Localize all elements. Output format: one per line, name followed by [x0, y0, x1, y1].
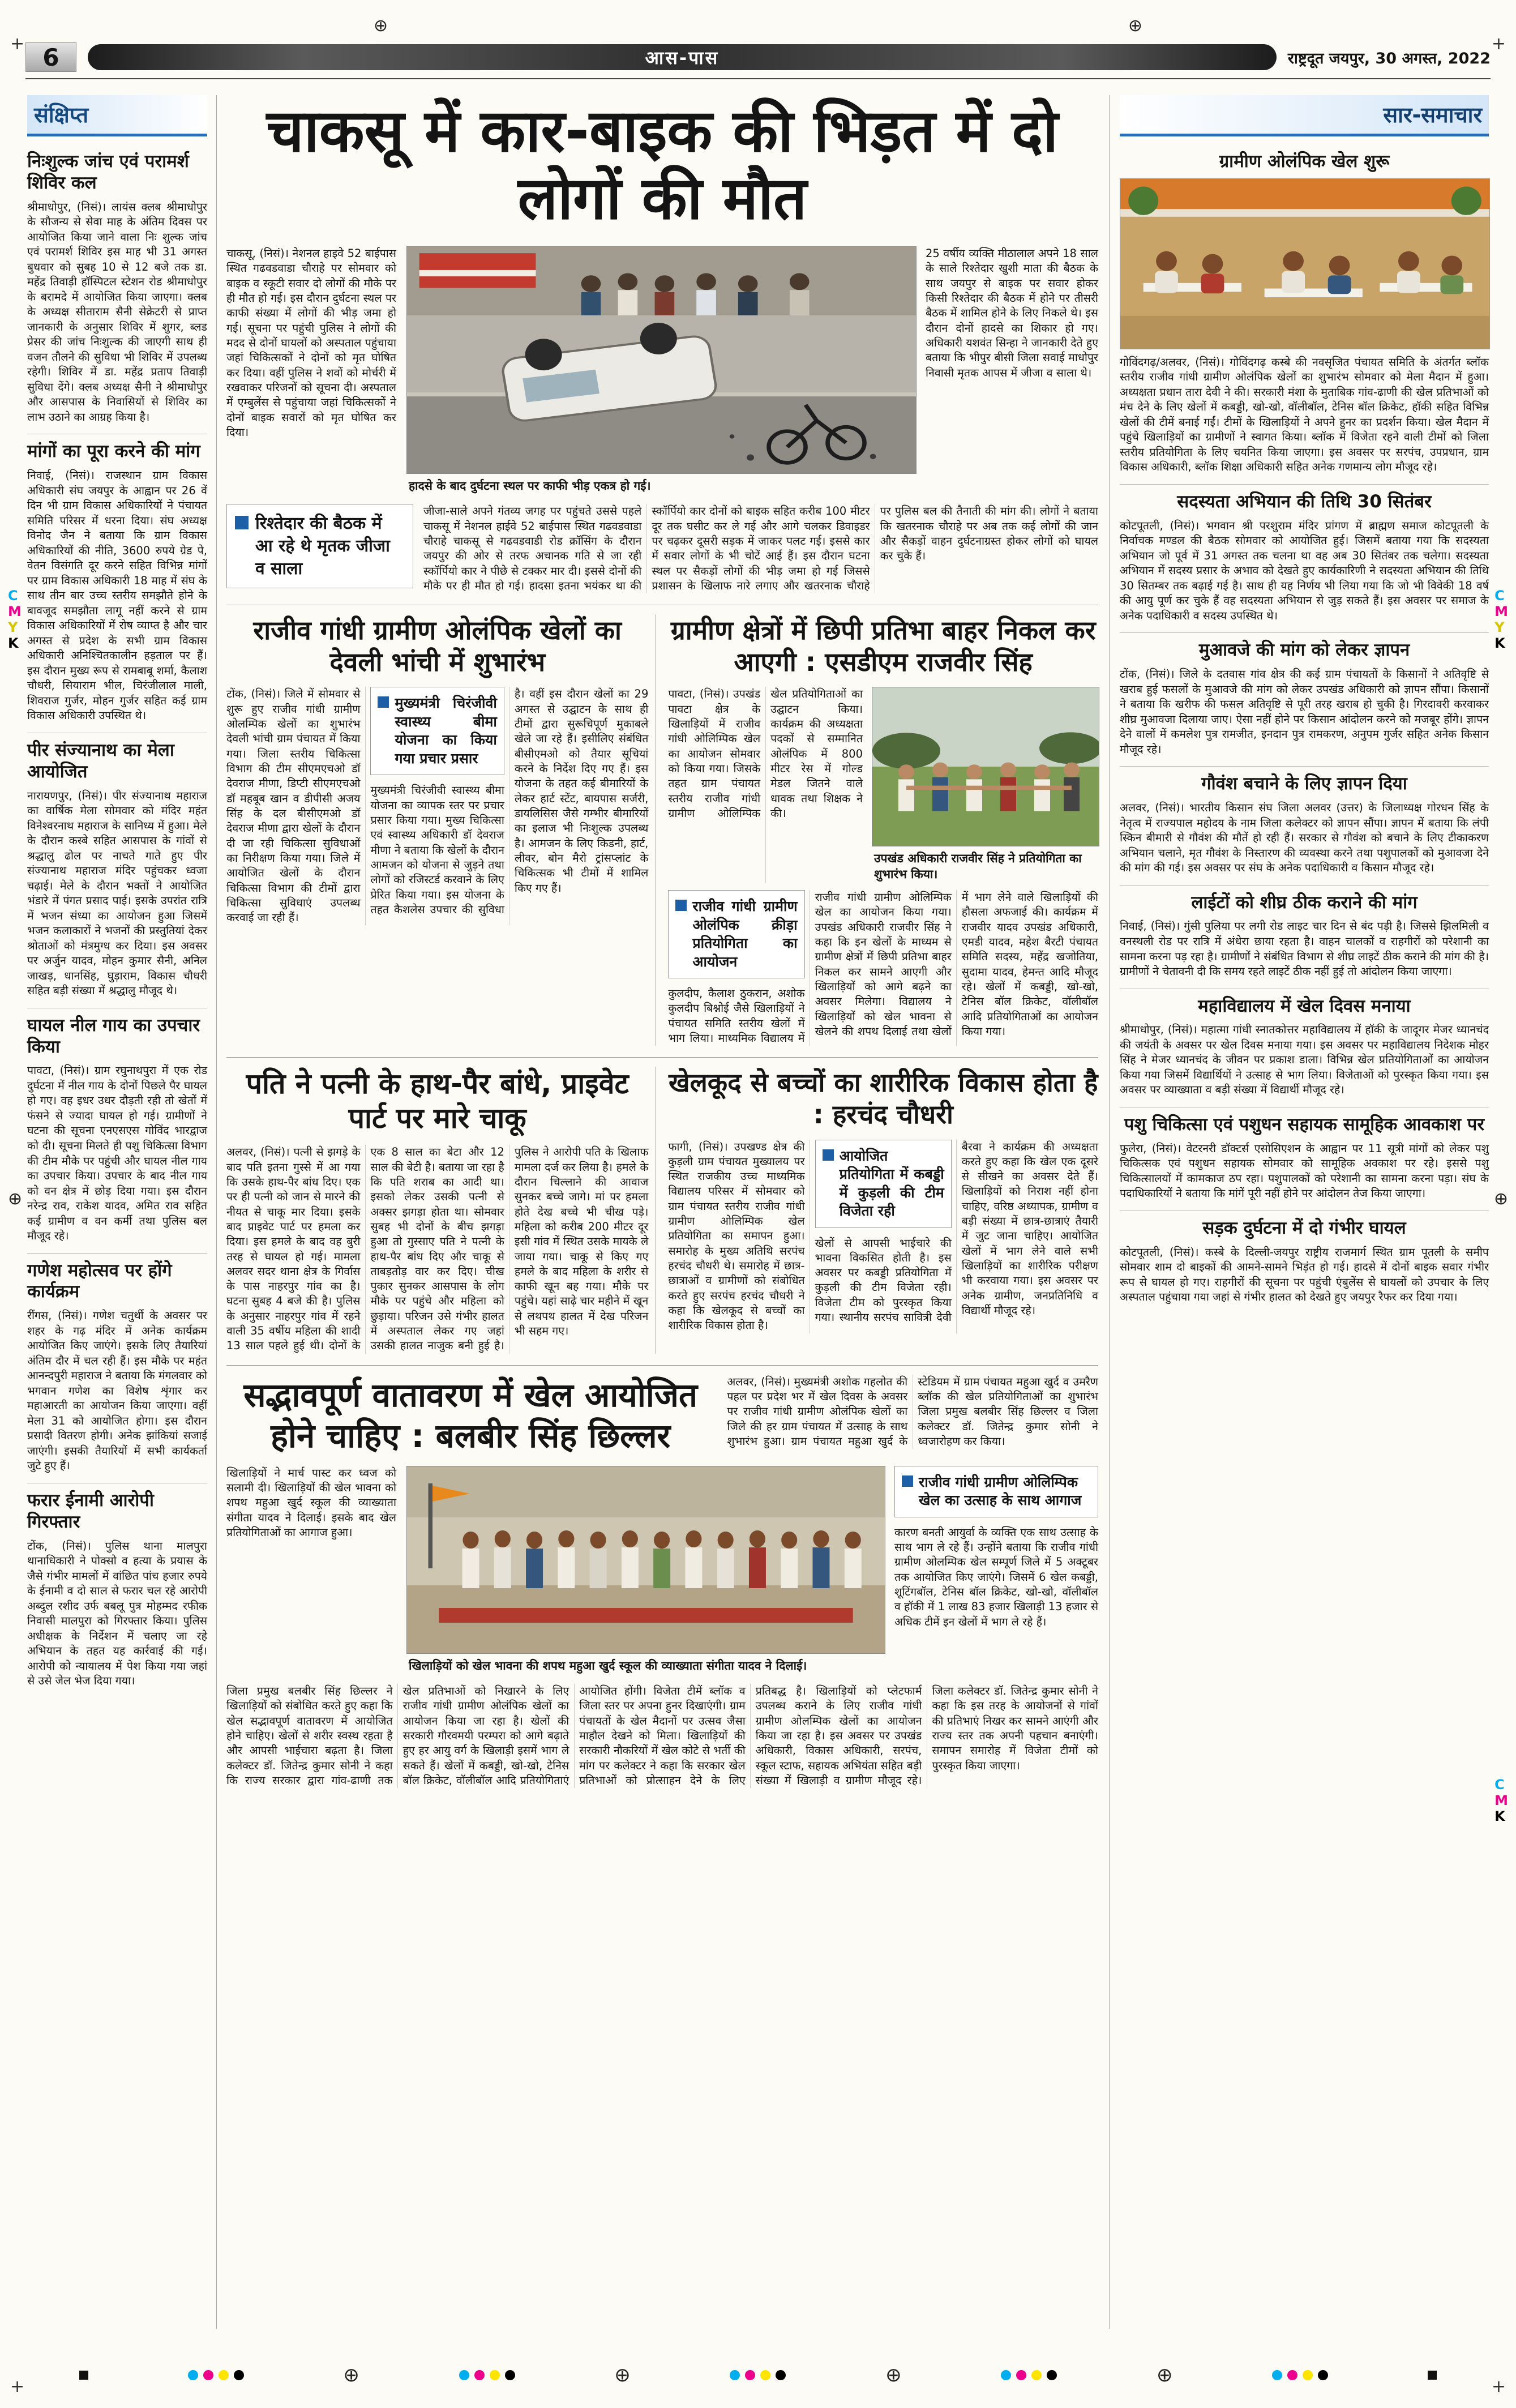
bottom-registration-marks	[79, 2364, 1437, 2386]
lead-body-bottom: जीजा-साले अपने गंतव्य जगह पर पहुंचते उससे पहले चाकसू में नेशनल हाईवे 52 बाईपास स्थित गढवडवाडा चौराहे चाकसू से गढवडवाडी रोड क्रॉसिंग के दौरान जयपुर की ओर से तरफ अचानक गति से जा रही स्कॉर्पियो कार ने पीछे से टक्कर मार दी। इससे दोनों की मौके पर ही मौत हो गई। हादसा इतना भयंकर था की स्कॉर्पियो कार दोनों को बाइक सहित करीब 100 मीटर दूर तक घसीट कर ले गई और आगे चलकर डिवाइडर पर चढ़कर दूसरी सड़क में जाकर पलट गई। इससे कार में सवार लोगों के भी चोटें आई हैं। इस दौरान घटना स्थल पर सैकड़ों लोगों की भीड़ जमा हो गई जिससे प्रशासन के खिलाफ नारे लगाए और खतरनाक चौराहे पर पुलिस बल की तैनाती की मांग की। लोगों ने बताया कि खतरनाक चौराहे पर अब तक कई लोगों की जान और सैकड़ों वाहन दुर्घटनाग्रस्त होकर लोगों को घायल कर चुके हैं।	[423, 504, 1098, 592]
story-phagi-sports	[655, 1067, 1098, 1353]
cmyk-letter-k: K	[8, 635, 19, 651]
magenta-dot	[1016, 2370, 1026, 2380]
summary-body: फुलेरा, (निसं)। वेटरनरी डॉक्टर्स एसोसिएशन के आह्वान पर 11 सूत्री मांगों को लेकर पशु चिकित्सक एवं पशुधन सहायक सोमवार को सामूहिक अवकाश पर रहे। इससे पशु चिकित्सालयों में कामकाज ठप रहा। पशुपालकों को परेशानी का सामना करना पड़ा। संघ के पदाधिकारियों ने बताया कि मांगें पूरी नहीं होने पर आंदोलन तेज किया जाएगा।	[1120, 1141, 1489, 1200]
cmyk-letter-c: C	[1494, 588, 1505, 604]
registration-target-top-1: ⊕	[374, 16, 388, 36]
olympics-opening-photo	[1120, 178, 1489, 349]
accident-photo-caption: हादसे के बाद दुर्घटना स्थल पर काफी भीड़ एकत्र हो गई।	[409, 479, 651, 493]
bullet-square-icon	[235, 516, 249, 529]
registration-target: ⊕	[1157, 2364, 1173, 2386]
cmyk-dot-group	[459, 2370, 515, 2380]
black-dot	[505, 2370, 515, 2380]
summary-item	[1120, 144, 1489, 485]
lead-story	[226, 97, 1098, 593]
brief-title: फरार ईनामी आरोपी गिरफ्तार	[27, 1490, 154, 1532]
cyan-dot	[459, 2370, 469, 2380]
story-body: फागी, (निसं)। उपखण्ड क्षेत्र की कुड़ली ग्राम पंचायत मुख्यालय पर स्थित राजकीय उच्च माध्यमिक विद्यालय परिसर में सोमवार को ग्राम पंचायत स्तरीय राजीव गांधी ग्रामीण ओलिम्पिक खेल प्रतियोगिता का समापन हुआ। समारोह के मुख्य अतिथि सरपंच हरचंद चौधरी थे। समारोह में छात्र-छात्राओं व ग्रामीणों को संबोधित करते हुए सरपंच हरचंद चौधरी ने कहा कि खेलकूद से बच्चों का शारीरिक विकास होता है।	[668, 1140, 805, 1332]
oath-photo-caption: खिलाड़ियों को खेल भावना की शपथ महुआ खुर्द स्कूल की व्याख्याता संगीता यादव ने दिलाई।	[409, 1658, 807, 1673]
cmyk-letter-c: C	[8, 588, 18, 604]
black-dot	[776, 2370, 786, 2380]
registration-target: ⊕	[885, 2364, 902, 2386]
brief-item	[27, 434, 207, 733]
story-headline: राजीव गांधी ग्रामीण ओलंपिक खेलों का देवली भांची में शुभारंभ	[253, 615, 622, 678]
sdm-photo-caption: उपखंड अधिकारी राजवीर सिंह ने प्रतियोगिता का शुभारंभ किया।	[874, 852, 1082, 881]
story-deoli-olympics	[226, 614, 648, 1046]
left-sidebar	[27, 95, 217, 2329]
edition-dateline: राष्ट्रदूत जयपुर, 30 अगस्त, 2022	[1287, 49, 1491, 67]
cmyk-strip-right	[1494, 589, 1508, 650]
cmyk-letter-y: Y	[8, 619, 18, 635]
summary-title: मुआवजे की मांग को लेकर ज्ञापन	[1198, 640, 1410, 661]
story-headline: सद्भावपूर्ण वातावरण में खेल आयोजित होने चाहिए : बलबीर सिंह छिल्लर	[243, 1375, 698, 1456]
registration-target-left: ⊕	[8, 1189, 23, 1209]
summary-item	[1120, 989, 1489, 1107]
print-end-square	[79, 2371, 88, 2380]
summary-title: सड़क दुर्घटना में दो गंभीर घायल	[1202, 1217, 1406, 1238]
brief-title: गणेश महोत्सव पर होंगे कार्यक्रम	[27, 1260, 172, 1302]
summary-item	[1120, 886, 1489, 989]
cmyk-letter-m: M	[1494, 1793, 1508, 1808]
story-body-bottom: जिला प्रमुख बलबीर सिंह छिल्लर ने खिलाड़ियों को संबोधित करते हुए कहा कि खेल सद्भावपूर्ण वातावरण में आयोजित होने चाहिए। खेलों से शरीर स्वस्थ रहता है और आपसी भाईचारा बढ़ता है। जिला कलेक्टर डॉ. जितेन्द्र कुमार सोनी ने कहा कि राज्य सरकार द्वारा गांव-ढाणी तक खेल प्रतिभाओं को निखारने के लिए राजीव गांधी ग्रामीण ओलंपिक खेलों का आयोजन किया जा रहा है। खेलों की सरकारी गौरवमयी परम्परा को आगे बढ़ाते हुए हर आयु वर्ग के खिलाड़ी इसमें भाग ले सकते हैं। खेलों में कबड्डी, खो-खो, टेनिस बॉल क्रिकेट, वॉलीबॉल आदि प्रतियोगिताएं आयोजित होंगी। विजेता टीमें ब्लॉक व जिला स्तर पर अपना हुनर दिखाएंगी। ग्राम पंचायतों के खेल मैदानों पर उत्सव जैसा माहौल देखने को मिला। खिलाड़ियों की सरकारी नौकरियों में खेल कोटे से भर्ती की मांग पर कलेक्टर ने कहा कि सरकार खेल प्रतिभाओं को प्रोत्साहन देने के लिए प्रतिबद्ध है। खिलाड़ियों को प्लेटफार्म उपलब्ध कराने के लिए राजीव गांधी ग्रामीण ओलम्पिक खेलों का आयोजन किया जा रहा है। इस अवसर पर उपखंड अधिकारी, विकास अधिकारी, सरपंच, स्कूल स्टाफ, सहायक अभियंता सहित बड़ी संख्या में खिलाड़ी व ग्रामीण मौजूद रहे। जिला कलेक्टर डॉ. जितेन्द्र कुमार सोनी ने कहा कि इस तरह के आयोजनों से गांवों की प्रतिभाएं निखर कर सामने आएंगी और राज्य स्तर तक अपनी पहचान बनाएंगी। समापन समारोह में विजेता टीमों को पुरस्कृत किया जाएगा।	[226, 1684, 1098, 1787]
brief-item	[27, 733, 207, 1008]
lead-highlight-box	[226, 504, 413, 588]
bullet-square-icon	[675, 900, 687, 911]
cmyk-dot-group	[188, 2370, 244, 2380]
summary-item	[1120, 633, 1489, 767]
story-knife-attack	[226, 1067, 648, 1353]
registration-mark-top-right: +	[1491, 34, 1506, 54]
right-sidebar-header: सार-समाचार	[1120, 95, 1489, 136]
story-headline: पति ने पत्नी के हाथ-पैर बांधे, प्राइवेट पार्ट पर मारे चाकू	[246, 1067, 629, 1135]
lead-body-right: 25 वर्षीय व्यक्ति मीठालाल अपने 18 साल के साले रिश्तेदार खुशी माता की बैठक के साथ जयपुर से बाइक पर सवार होकर किसी रिश्तेदार की बैठक में होने पर तीसरी बैठक में शामिल होने के लिए निकले थे। इस दौरान दोनों हादसे का शिकार हो गए। अधिकारी यशवंत सिन्हा ने जानकारी देते हुए बताया कि भीपुर बीसी जिला सवाई माधोपुर निवासी मृतक आपस में जीजा व साला थे।	[926, 247, 1099, 379]
cyan-dot	[1272, 2370, 1282, 2380]
magenta-dot	[474, 2370, 485, 2380]
summary-title: ग्रामीण ओलंपिक खेल शुरू	[1219, 151, 1390, 172]
summary-body: निवाई, (निसं)। गुंसी पुलिया पर लगी रोड लाइट चार दिन से बंद पड़ी है। जिससे झिलमिली व वनस्थली रोड पर रात्रि में अंधेरा छाया रहता है। वाहन चालकों व राहगीरों को परेशानी का सामना करना पड़ रहा है। ग्रामीणों ने संबंधित विभाग से शीघ्र लाइटें ठीक कराने की मांग की है। ग्रामीणों ने चेतावनी दी कि समय रहते लाइटें ठीक नहीं हुई तो आंदोलन किया जाएगा।	[1120, 919, 1489, 978]
summary-item	[1120, 1211, 1489, 1314]
yellow-dot	[1303, 2370, 1313, 2380]
black-dot	[234, 2370, 244, 2380]
cmyk-letter-k: K	[1494, 1808, 1505, 1824]
brief-body: पावटा, (निसं)। ग्राम रघुनाथपुरा में एक रोड दुर्घटना में नील गाय के दोनों पिछले पैर घायल हो गए। वह इधर उधर दौड़ती रही तो खेतों में फंसने से ज्यादा घायल हो गई। ग्रामीणों ने घटना की सूचना एनएसएस गोविंद भारद्वाज को दी। सूचना मिलते ही पशु चिकित्सा विभाग की टीम मौके पर पहुंची और घायल नील गाय का उपचार किया। उपचार के बाद नील गाय को वन क्षेत्र में छोड़ दिया गया। इस दौरान नरेन्द्र राव, राकेश यादव, अमित राव सहित कई ग्रामीण व वन कर्मी तथा पुलिस बल मौजूद रहे।	[27, 1064, 207, 1243]
registration-mark-top-left: +	[10, 34, 25, 54]
summary-body: टोंक, (निसं)। जिले के दतवास गांव क्षेत्र की कई ग्राम पंचायतों के किसानों ने अतिवृष्टि से खराब हुई फसलों के मुआवजे की मांग को लेकर उपखंड अधिकारी को ज्ञापन सौंपा। किसानों ने बताया कि खरीफ की फसल अतिवृष्टि से पूरी तरह खराब हो चुकी है। गिरदावरी करवाकर शीघ्र मुआवजा दिलाया जाए। ऐसा नहीं होने पर किसान आंदोलन करने को मजबूर होंगे। ज्ञापन देने वालों में कमलेश पुत्र रामजीत, इनदान पुत्र रामकरण, अनुपम गुर्जर सहित अनेक किसान मौजूद रहे।	[1120, 668, 1489, 756]
summary-item	[1120, 485, 1489, 633]
olympics-start-box	[894, 1466, 1098, 1517]
story-body: टोंक, (निसं)। जिले में सोमवार से शुरू हुए राजीव गांधी ग्रामीण ओलम्पिक खेलों का शुभारंभ देवली भांची ग्राम पंचायत में किया गया। जिला स्तरीय चिकित्सा विभाग की टीम सीएमएचओ डॉ देवराज मीणा, डिप्टी सीएमएचओ डॉ महबूब खान व डीपीसी अजय सिंह के दल बीसीएमओ डॉ देवराज मीणा द्वारा खेलों के दौरान दी जा रही चिकित्सा सुविधाओं का निरीक्षण किया गया। जिले में आयोजित खेलों के दौरान चिकित्सा विभाग की टीमों द्वारा चिकित्सा सुविधाएं उपलब्ध करवाई जा रही हैं।	[226, 687, 361, 925]
summary-title: सदस्यता अभियान की तिथि 30 सितंबर	[1177, 491, 1432, 512]
story-body: कुलदीप, कैलाश ठुकरान, अशोक कुलदीप बिश्नोई जैसे खिलाड़ियों ने पंचायत समिति स्तरीय खेलों में भाग लिया। माध्यमिक विद्यालय में राजीव गांधी ग्रामीण ओलिम्पिक खेल का आयोजन किया गया। उपखंड अधिकारी राजवीर सिंह ने कहा कि इन खेलों के माध्यम से ग्रामीण क्षेत्रों में छिपी प्रतिभा बाहर निकल कर सामने आएगी और खिलाड़ियों को आगे बढ़ने का अवसर मिलेगा। विद्यालय ने खिलाड़ियों को खेल भावना से खेलने की शपथ दिलाई तथा खेलों में भाग लेने वाले खिलाड़ियों की हौसला अफजाई की। कार्यक्रम में राजवीर यादव उपखंड अधिकारी, एमडी यादव, महेश बैरटी पंचायत समिति सदस्य, महेंद्र खजोतिया, सुदामा यादव, हेमन्त आदि मौजूद रहे। खेलों में कबड्डी, खो-खो, टेनिस बॉल क्रिकेट, वॉलीबॉल आदि प्रतियोगिताओं का आयोजन किया गया।	[668, 891, 1098, 1045]
brief-body: रींगस, (निसं)। गणेश चतुर्थी के अवसर पर शहर के गढ़ मंदिर में अनेक कार्यक्रम आयोजित किए जाएंगे। इसके लिए तैयारियां अंतिम दौर में चल रही हैं। इस मौके पर महंत आनन्दपुरी महाराज ने बताया कि मंगलवार को भगवान गणेश का विशेष शृंगार कर महाआरती का आयोजन किया जाएगा। वहीं मेला 31 को आयोजित होगा। इस दौरान प्रसादी वितरण होगी। अनेक झांकियां सजाई जाएंगी। इसकी तैयारियों में सभी कार्यकर्ता जुटे हुए हैं।	[27, 1309, 207, 1473]
summary-body: गोविंदगढ़/अलवर, (निसं)। गोविंदगढ़ कस्बे की नवसृजित पंचायत समिति के अंतर्गत ब्लॉक स्तरीय राजीव गांधी ग्रामीण ओलंपिक खेलों का शुभारंभ सोमवार को मेला मैदान में हुआ। अध्यक्षता प्रधान तारा देवी ने की। सरकारी मंशा के मुताबिक गांव-ढाणी की खेल प्रतिभाओं को मंच देने के लिए खेलों में कबड्डी, खो-खो, वॉलीबॉल, टेनिस बॉल क्रिकेट, हॉकी सहित विभिन्न खेलों की टीमें बनाई गईं। टीमों के खिलाड़ियों ने अपने हुनर का प्रदर्शन किया। खेल मैदान में पहुंचे खिलाड़ियों का ग्रामीणों ने स्वागत किया। ब्लॉक में विजेता रहने वाली टीमों को जिला स्तरीय प्रतियोगिता के लिए चयनित किया जाएगा। इस अवसर पर सरपंच, उपप्रधान, ग्राम विकास अधिकारी, ब्लॉक शिक्षा अधिकारी सहित अनेक गणमान्य लोग मौजूद रहे।	[1120, 355, 1489, 474]
cmyk-letter-m: M	[8, 604, 22, 619]
kabaddi-winner-box-text: आयोजित प्रतियोगिता में कबड्डी में कुड़ली की टीम विजेता रही	[839, 1147, 944, 1220]
olympics-competition-box	[668, 890, 804, 978]
brief-item	[27, 1008, 207, 1254]
summary-body: अलवर, (निसं)। भारतीय किसान संघ जिला अलवर (उत्तर) के जिलाध्यक्ष गोरधन सिंह के नेतृत्व में राज्यपाल महोदय के नाम जिला कलेक्टर को ज्ञापन सौंपा। ज्ञापन में बताया कि लंपी स्किन बीमारी से गौवंश की मौतें हो रही हैं। सरकार से गौवंश को बचाने के लिए टीकाकरण अभियान चलाने, मृत गौवंश के निस्तारण की व्यवस्था करने तथा पशुपालकों को मुआवजा देने की मांग की गई। इस अवसर पर संघ के अनेक पदाधिकारी व किसान मौजूद रहे।	[1120, 801, 1489, 875]
left-sidebar-header: संक्षिप्त	[27, 95, 207, 136]
cmyk-strip-left	[8, 589, 22, 650]
yellow-dot	[1031, 2370, 1042, 2380]
story-body-left: खिलाड़ियों ने मार्च पास्ट कर ध्वज को सलामी दी। खिलाड़ियों की खेल भावना को शपथ महुआ खुर्द स्कूल की व्याख्याता संगीता यादव ने दिलाई। इसके बाद खेल प्रतियोगिताओं का आगाज हुआ।	[226, 1466, 396, 1539]
bullet-square-icon	[902, 1475, 913, 1487]
story-headline: ग्रामीण क्षेत्रों में छिपी प्रतिभा बाहर निकल कर आएगी : एसडीएम राजवीर सिंह	[670, 615, 1096, 678]
cyan-dot	[1001, 2370, 1011, 2380]
right-sidebar	[1109, 95, 1489, 2329]
brief-title: मांगों का पूरा करने की मांग	[27, 441, 200, 462]
story-body: पावटा, (निसं)। उपखंड पावटा क्षेत्र के खिलाड़ियों में राजीव गांधी ओलिम्पिक खेल का आयोजन सोमवार को किया गया। जिसके तहत ग्राम पंचायत स्तरीय राजीव गांधी ग्रामीण ओलिम्पिक खेल प्रतियोगिताओं का उद्घाटन किया। कार्यक्रम की अध्यक्षता पदकों से सम्मानित ओलंपिक में 800 मीटर रेस में गोल्ड मेडल जितने वाले धावक तथा शिक्षक ने की।	[668, 687, 863, 820]
summary-body: कोटपूतली, (निसं)। भगवान श्री परशुराम मंदिर प्रांगण में ब्राह्मण समाज कोटपूतली के निर्वाचक मण्डल की बैठक सोमवार को आयोजित हुई। जिसमें बताया गया कि सदस्यता अभियान जो पूर्व में 31 अगस्त तक चलना था वह अब 30 सितंबर तक चलेगा। सदस्यता अभियान में सदस्य प्रसार के अभाव को देखते हुए कार्यकारिणी ने सदस्यता अभियान की तिथि 30 सितम्बर तक बढ़ाई गई है। साथ ही यह निर्णय भी लिया गया कि जो भी विवेकी 18 वर्ष की आयु पूर्ण कर चुके हैं वह सदस्यता अभियान से जुड़ सकते हैं। इस अवसर पर समाज के अनेक पदाधिकारी व सदस्य उपस्थित थे।	[1120, 519, 1489, 622]
summary-title: गौवंश बचाने के लिए ज्ञापन दिया	[1201, 773, 1407, 794]
summary-title: लाईटों को शीघ्र ठीक कराने की मांग	[1191, 892, 1417, 913]
cmyk-dot-group	[730, 2370, 786, 2380]
cyan-dot	[730, 2370, 740, 2380]
lead-highlight-text: रिश्तेदार की बैठक में आ रहे थे मृतक जीजा व साला	[255, 514, 390, 579]
registration-target-right: ⊕	[1493, 1189, 1508, 1209]
magenta-dot	[203, 2370, 213, 2380]
magenta-dot	[745, 2370, 755, 2380]
brief-body: श्रीमाधोपुर, (निसं)। लायंस क्लब श्रीमाधोपुर के सौजन्य से सेवा माह के अंतिम दिवस पर आयोजित किया जाने वाला निः शुल्क जांच एवं परामर्श शिविर इस माह भी 31 अगस्त बुधवार को सुबह 10 से 12 बजे तक डा. महेंद्र तिवाड़ी हॉस्पिटल स्टेशन रोड श्रीमाधोपुर के बरामदे में आयोजित किया जाएगा। क्लब के अध्यक्ष सीताराम सैनी सेक्रेटरी से प्राप्त जानकारी के अनुसार शिविर में शुगर, ब्लड प्रेसर की जांच निःशुल्क की जाएगी साथ ही वजन तौलने की सुविधा भी शिविर में उपलब्ध रहेगी। शिविर में डा. महेंद्र प्रताप तिवाड़ी सुविधा देंगे। क्लब अध्यक्ष सैनी ने श्रीमाधोपुर और आसपास के निवासियों से शिविर का लाभ उठाने का आग्रह किया है।	[27, 200, 207, 424]
magenta-dot	[1287, 2370, 1297, 2380]
sdm-inauguration-photo	[872, 687, 1098, 846]
cmyk-dot-group	[1272, 2370, 1328, 2380]
story-body: अलवर, (निसं)। पत्नी से झगड़े के बाद पति इतना गुस्से में आ गया कि उसके हाथ-पैर बांध दिए। एक पर ही पत्नी को जान से मारने की नीयत से चाकू मार दिया। इसके बाद प्राइवेट पार्ट पर हमला कर दिया। इस हमले के बाद वह बुरी तरह से घायल हो गई। मामला अलवर सदर थाना क्षेत्र के गिर्वास के पास नाहरपुर गांव का है। घटना सुबह 4 बजे की है। पुलिस के अनुसार नाहरपुर गांव में रहने वाली 35 वर्षीय महिला की शादी 13 साल पहले हुई थी। दोनों के एक 8 साल का बेटा और 12 साल की बेटी है। बताया जा रहा है कि पति शराब का आदी था। इसको लेकर उसकी पत्नी से अक्सर झगड़ा होता था। सोमवार सुबह भी दोनों के बीच झगड़ा हुआ तो गुस्साए पति ने पत्नी के हाथ-पैर बांध दिए और चाकू से ताबड़तोड़ वार कर दिए। चीख पुकार सुनकर आसपास के लोग मौके पर पहुंचे और महिला को छुड़ाया। परिजन उसे गंभीर हालत में अस्पताल लेकर गए जहां उसकी हालत नाजुक बनी हुई है। पुलिस ने आरोपी पति के खिलाफ मामला दर्ज कर लिया है। हमले के दौरान चिल्लाने की आवाज सुनकर बच्चे जागे। मां पर हमला होते देख बच्चे भी चीख पड़े। महिला को करीब 200 मीटर दूर इसी गांव में स्थित उसके मायके ले जाया गया। चाकू से किए गए हमले के बाद महिला के शरीर से काफी खून बह गया। मौके पर पहुंचे। यहां साढ़े चार महीने में खून से लथपथ हालत में देख परिजन भी सहम गए।	[226, 1145, 649, 1353]
bullet-square-icon	[378, 696, 389, 708]
summary-body: कोटपूतली, (निसं)। कस्बे के दिल्ली-जयपुर राष्ट्रीय राजमार्ग स्थित ग्राम पूतली के समीप सोमवार शाम दो बाइकों की आमने-सामने भिड़ंत हो गई। हादसे में दोनों बाइक सवार गंभीर रूप से घायल हो गए। राहगीरों की सूचना पर पहुंची एंबुलेंस से घायलों को उपचार के लिए अस्पताल पहुंचाया गया जहां से गंभीर हालत को देखते हुए जयपुर रैफर कर दिया गया।	[1120, 1245, 1489, 1304]
registration-target: ⊕	[343, 2364, 359, 2386]
brief-body: टोंक, (निसं)। पुलिस थाना मालपुरा थानाधिकारी ने पोक्सो व हत्या के प्रयास के जैसे गंभीर मामलों में वांछित पांच हजार रुपये के ईनामी व दो साल से फरार चल रहे आरोपी अब्दुल रशीद उर्फ बबलू पुत्र मोहम्मद रफीक निवासी मालपुरा को गिरफ्तार किया। पुलिस अधीक्षक के निर्देशन में चलाए जा रहे अभियान के तहत यह कार्रवाई की गई। आरोपी को न्यायालय में पेश किया गया जहां से उसे जेल भेज दिया गया।	[27, 1539, 207, 1688]
kabaddi-winner-box	[815, 1140, 952, 1228]
olympics-start-box-text: राजीव गांधी ग्रामीण ओलिम्पिक खेल का उत्साह के साथ आगाज	[919, 1473, 1082, 1509]
registration-mark-bottom-left: +	[10, 2377, 25, 2397]
story-body: मुख्यमंत्री चिरंजीवी स्वास्थ्य बीमा योजना का व्यापक स्तर पर प्रचार प्रसार किया गया। मुख्य चिकित्सा एवं स्वास्थ्य अधिकारी डॉ देवराज मीणा ने बताया कि खेलों के दौरान आमजन को योजना से जुड़ने तथा लोगों को रजिस्टर्ड करवाने के लिए प्रेरित किया गया। इस योजना के तहत कैशलेस उपचार की सुविधा है। वहीं इस दौरान खेलों का 29 अगस्त से उद्घाटन के साथ ही टीमों द्वारा सुरूचिपूर्ण मुकाबले खेले जा रहे हैं। इसीलिए संबंधित बीसीएमओ को तैयार सूचियां करने के निर्देश दिए गए हैं। इस योजना के तहत कई बीमारियों के लेकर हार्ट स्टेंट, बायपास सर्जरी, डायलिसिस जैसे गम्भीर बीमारियों का इलाज भी निःशुल्क उपलब्ध है। आमजन के लिए किडनी, हार्ट, लीवर, बोन मैरो ट्रांसप्लांट के चिकित्सक भी टीमों में शामिल किए गए हैं।	[370, 687, 649, 916]
registration-target: ⊕	[614, 2364, 631, 2386]
lead-headline: चाकसू में कार-बाइक की भिड़त में दो लोगों की मौत	[266, 96, 1059, 233]
summary-title: महाविद्यालय में खेल दिवस मनाया	[1198, 995, 1411, 1016]
olympics-competition-box-text: राजीव गांधी ग्रामीण ओलंपिक क्रीड़ा प्रतियोगिता का आयोजन	[692, 898, 798, 970]
story-balbir-chhillar	[226, 1365, 1098, 1788]
masthead	[25, 40, 1491, 79]
yellow-dot	[760, 2370, 770, 2380]
cmyk-letter-m: M	[1494, 604, 1508, 619]
brief-title: निःशुल्क जांच एवं परामर्श शिविर कल	[27, 151, 189, 193]
bullet-square-icon	[823, 1149, 834, 1161]
summary-item	[1120, 1107, 1489, 1211]
summary-body: श्रीमाधोपुर, (निसं)। महात्मा गांधी स्नातकोत्तर महाविद्यालय में हॉकी के जादूगर मेजर ध्यानचंद की जयंती के अवसर पर खेल दिवस मनाया गया। इस अवसर पर महाविद्यालय निदेशक मोहर सिंह ने मेजर ध्यानचंद के जीवन पर प्रकाश डाला। विभिन्न खेल प्रतियोगिताओं का आयोजन किया गया जिसमें विद्यार्थियों ने उत्साह से भाग लिया। विजेताओं को पुरस्कृत किया गया। इस अवसर पर व्याख्याता व बड़ी संख्या में विद्यार्थी मौजूद रहे।	[1120, 1023, 1489, 1097]
cyan-dot	[188, 2370, 198, 2380]
page-number: 6	[25, 42, 76, 72]
story-body: खेलों से आपसी भाईचारे की भावना विकसित होती है। इस अवसर पर कबड्डी प्रतियोगिता में कुड़ली की टीम विजेता रही। विजेता टीम को पुरस्कृत किया गया। स्थानीय सरपंच सावित्री देवी बैरवा ने कार्यक्रम की अध्यक्षता करते हुए कहा कि खेल एक दूसरे से सीखने का अवसर देते हैं। खिलाड़ियों को निराश नहीं होना चाहिए, वरिष्ठ अध्यापक, ग्रामीण व बड़ी संख्या में छात्र-छात्राएं तैयारी में जुट जाना चाहिए। आयोजित खेलों में भाग लेने वाले सभी खिलाड़ियों का शारीरिक परीक्षण भी करवाया गया। इस अवसर पर अनेक ग्रामीण, जनप्रतिनिधि व विद्यार्थी मौजूद रहे।	[815, 1140, 1098, 1324]
registration-target-top-2: ⊕	[1128, 16, 1142, 36]
story-headline: खेलकूद से बच्चों का शारीरिक विकास होता है : हरचंद चौधरी	[668, 1067, 1098, 1130]
yellow-dot	[490, 2370, 500, 2380]
brief-item	[27, 1254, 207, 1483]
story-intro: अलवर, (निसं)। मुख्यमंत्री अशोक गहलोत की पहल पर प्रदेश भर में खेल दिवस के अवसर पर राजीव गांधी ग्रामीण ओलंपिक खेलों का जिले की हर ग्राम पंचायत में उत्साह के साथ शुभारंभ हुआ। ग्राम पंचायत महुआ खुर्द के स्टेडियम में ग्राम पंचायत महुआ खुर्द व उमरैण ब्लॉक की खेल प्रतियोगिताओं का शुभारंभ जिला प्रमुख बलबीर सिंह छिल्लर व जिला कलेक्टर डॉ. जितेन्द्र कुमार सोनी ने ध्वजारोहण कर किया।	[727, 1375, 1098, 1448]
brief-body: नारायणपुर, (निसं)। पीर संज्यानाथ महाराज का वार्षिक मेला सोमवार को मंदिर महंत विनेश्वरनाथ महाराज के सानिध्य में हुआ। मेले के दौरान कस्बे सहित आसपास के गांवों से श्रद्धालु ढोल पर नाचते गाते हुए पीर संज्यानाथ महाराज मंदिर पहुंचकर ध्वजा चढ़ाई। मेले के दौरान भक्तों ने आयोजित भंडारे में पंगत प्रसाद पाई। इसके उपरांत रात्रि में भजन संध्या का आयोजन हुआ जिसमें भजन कलाकारों ने भजनों की प्रस्तुतियां देकर श्रोताओं को मंत्रमुग्ध कर दिया। इस अवसर पर अर्जुन यादव, मोहन कुमार सैनी, अनिल जाखड़, धानसिंह, घुड़ाराम, विकास चौधरी सहित बड़ी संख्या में श्रद्धालु मौजूद थे।	[27, 789, 207, 998]
summary-title: पशु चिकित्सा एवं पशुधन सहायक सामूहिक आवकाश पर	[1124, 1114, 1485, 1135]
black-dot	[1047, 2370, 1057, 2380]
brief-title: पीर संज्यानाथ का मेला आयोजित	[27, 739, 174, 782]
story-body-right: कारण बनती आयुर्वा के व्यक्ति एक साथ उत्साह के साथ भाग ले रहे हैं। उन्होंने बताया कि राजीव गांधी ग्रामीण ओलम्पिक खेल सम्पूर्ण जिले में 5 अक्टूबर तक आयोजित किए जाएंगे। जिसमें 6 खेल कबड्डी, शूटिंगबॉल, टेनिस बॉल क्रिकेट, खो-खो, वॉलीबॉल व हॉकी में 1 लाख 83 हजार खिलाड़ी 13 हजार से अधिक टीमें इन खेलों में भाग ले रहे हैं।	[894, 1525, 1098, 1628]
accident-photo	[406, 246, 915, 474]
black-dot	[1318, 2370, 1328, 2380]
main-content	[226, 95, 1098, 2329]
cmyk-strip-right-2	[1494, 1778, 1508, 1823]
cmyk-dot-group	[1001, 2370, 1057, 2380]
registration-mark-bottom-right: +	[1491, 2377, 1506, 2397]
brief-title: घायल नील गाय का उपचार किया	[27, 1015, 200, 1057]
yellow-dot	[219, 2370, 229, 2380]
lead-body-left: चाकसू, (निसं)। नेशनल हाइवे 52 बाईपास स्थित गढवडवाडा चौराहे पर सोमवार को बाइक व स्कूटी सवार दो लोगों की मौके पर ही मौत हो गई। इस दौरान दुर्घटना स्थल पर काफी संख्या में लोगों की भीड़ जमा हो गई। सूचना पर पहुंची पुलिस ने लोगों की मदद से दोनों घायलों को अस्पताल पहुंचाया जहां चिकित्सकों ने दोनों को मृत घोषित कर दिया। वहीं पुलिस ने शवों को मोर्चरी में रखवाकर परिजनों को सूचना दी। अस्पताल में एम्बुलेंस से पहुंचाया जहां चिकित्सकों ने दोनों बाइक सवारों को मृत घोषित कर दिया।	[226, 247, 396, 439]
cmyk-letter-y: Y	[1494, 619, 1505, 635]
brief-item	[27, 1483, 207, 1698]
brief-item	[27, 144, 207, 434]
chiranjeevi-box	[370, 687, 504, 775]
summary-item	[1120, 767, 1489, 885]
print-end-square	[1428, 2371, 1437, 2380]
oath-ceremony-photo	[406, 1466, 884, 1654]
cmyk-letter-c: C	[1494, 1777, 1505, 1793]
section-title-band: आस-पास	[88, 44, 1277, 70]
chiranjeevi-box-text: मुख्यमंत्री चिरंजीवी स्वास्थ्य बीमा योजना का किया गया प्रचार प्रसार	[395, 695, 497, 767]
cmyk-letter-k: K	[1494, 635, 1505, 651]
story-sdm-rajvir	[655, 614, 1098, 1046]
brief-body: निवाई, (निसं)। राजस्थान ग्राम विकास अधिकारी संघ जयपुर के आह्वान पर 26 वें दिन भी ग्राम विकास अधिकारियों ने पंचायत समिति परिसर में धरना दिया। संघ अध्यक्ष विनोद जैन ने बताया कि ग्राम विकास अधिकारियों की नीति, 3600 रुपये ग्रेड पे, वेतन विसंगति दूर करने सहित विभिन्न मांगों पर ग्राम विकास अधिकारी 18 माह में संघ के साथ तीन बार उच्च स्तरीय समझौते होने के बावजूद समझौता लागू नहीं करने से ग्राम विकास अधिकारियों में रोष व्याप्त है और चार अगस्त से प्रदेश के सभी ग्राम विकास अधिकारी अनिश्चितकालीन हड़ताल पर हैं। इस दौरान मुख्य रूप से रामबाबू शर्मा, कैलाश चौधरी, सियाराम भील, चिरंजीलाल माली, शिवराज गुर्जर, मोहन गुर्जर सहित कई ग्राम विकास अधिकारी उपस्थित थे।	[27, 469, 207, 722]
